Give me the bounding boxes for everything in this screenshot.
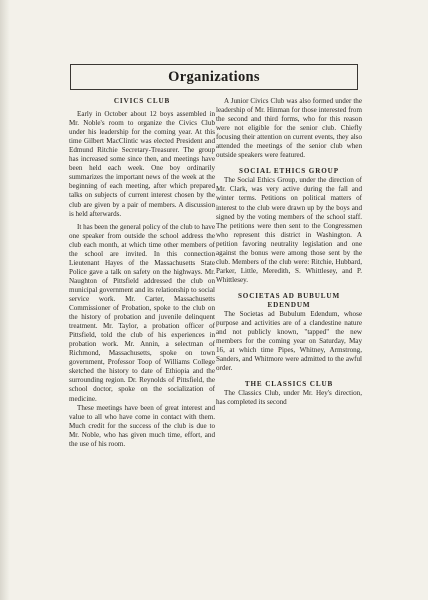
social-ethics-paragraph: The Social Ethics Group, under the direction of Mr. Clark, was very active during the fall and winter terms. Petitions on political matters of interest to the club were drawn up by the boys and signed by the voting members of the school staff. The petitions were then sent to the Congressmen who represent this district in Washington. A petition favoring neutrality legislation and one against the bonus were among those sent by the club. Members of the club were: Ritchie, Hubbard, Parker, Little, Meredith, S. Whittlesey, and P. Whittlesey. bbox=[216, 176, 362, 284]
societas-heading-line-1: SOCIETAS AD BUBULUM bbox=[237, 291, 341, 300]
classics-paragraph: The Classics Club, under Mr. Hey's direction, has completed its second bbox=[216, 389, 362, 407]
societas-heading-line-2: EDENDUM bbox=[267, 300, 311, 309]
classics-club-heading: THE CLASSICS CLUB bbox=[244, 380, 334, 389]
societas-paragraph: The Societas ad Bubulum Edendum, whose purpose and activities are of a clandestine nature and not publicly known, "tapped" the new members for the coming year on Saturday, May 16, at which time Pipes, Whitney, Armstrong, Sanders, and Whitmore were admitted to the awful order. bbox=[216, 310, 362, 373]
right-column bbox=[216, 97, 362, 408]
page-title: Organizations bbox=[168, 68, 260, 85]
civics-club-heading: CIVICS CLUB bbox=[113, 97, 171, 105]
civics-paragraph-3: These meetings have been of great interest and value to all who have come in contact with them. Much credit for the success of the club is due to Mr. Noble, who has given much time, effort, and the use of his room. bbox=[69, 403, 215, 448]
social-ethics-heading: SOCIAL ETHICS GROUP bbox=[239, 167, 339, 176]
page-title-box bbox=[70, 64, 358, 90]
left-column bbox=[69, 97, 215, 449]
civics-paragraph-1: Early in October about 12 boys assembled in Mr. Noble's room to organize the Civics Club under his leadership for the coming year. At this time Gilbert MacClintic was elected President and Edmund Ritchie Secretary-Treasurer. The group has increased some since then, and meetings have been held each week. One boy ordinarily summarizes the important news of the week at the beginning of each meeting, after which prepared talks on subjects of current interest chosen by the club are given by a pair of members. A discussion is held afterwards. bbox=[69, 110, 215, 218]
civics-paragraph-2: It has been the general policy of the club to have one speaker from outside the school address the club each month, at which time other members of the school are invited. In this connection Lieutenant Hayes of the Massachusetts State Police gave a talk on safety on the highways. Mr. Naughton of Pittsfield addressed the club on municipal government and its relationship to social service work. Mr. Carter, Massachusetts Commissioner of Probation, spoke to the club on the history of probation and juvenile delinquent treatment. Mr. Taylor, a probation officer of Pittsfield, told the club of his experiences in probation work. Mr. Annin, a selectman of Richmond, Massachusetts, spoke on town government, Professor Toop of Williams College sketched the history to date of Ethiopia and the surrounding region. Dr. Reynolds of Pittsfield, the school doctor, spoke on the socialization of medicine. bbox=[69, 222, 215, 403]
junior-civics-paragraph: A Junior Civics Club was also formed under the leadership of Mr. Hinman for those interested from the second and third forms, who for this reason were not eligible for the senior club. Chiefly focusing their attention on current events, they also attended the meetings of the senior club when outside speakers were featured. bbox=[216, 97, 362, 160]
page-binding-edge bbox=[0, 0, 10, 600]
